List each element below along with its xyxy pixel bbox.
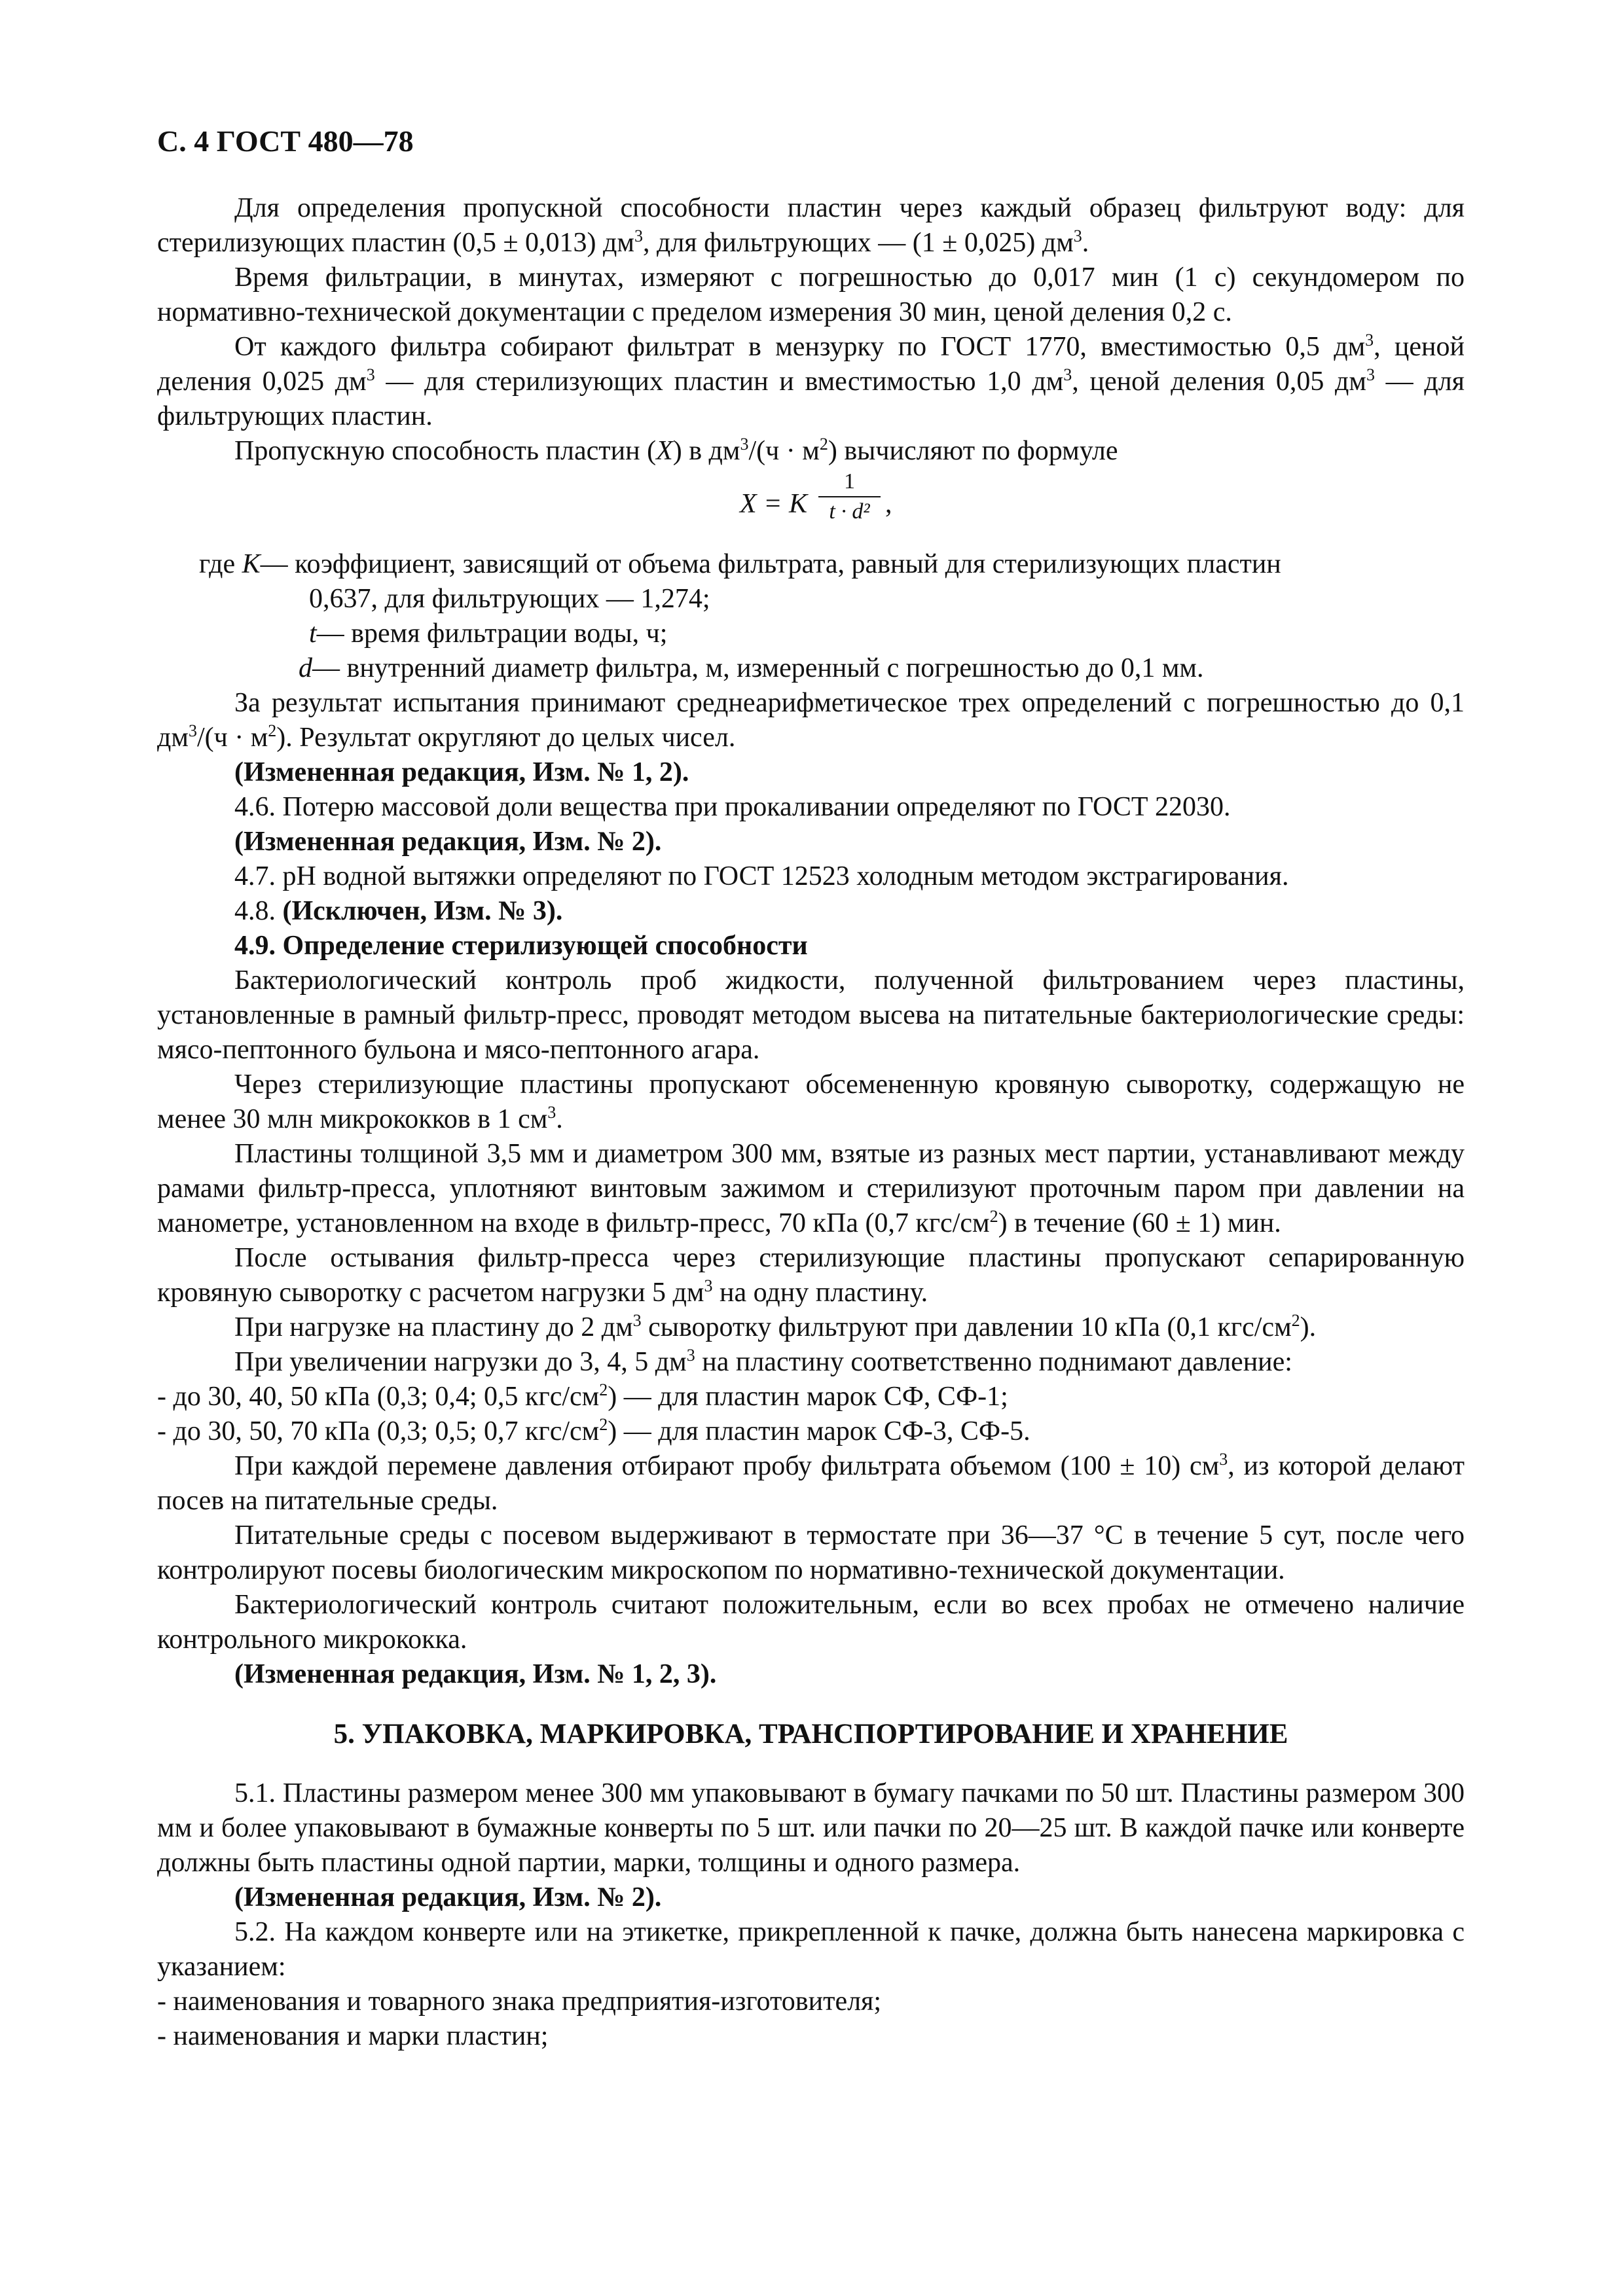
- paragraph: Пропускную способность пластин (X) в $дм^3/(ч \cdot м^2)$ вычисляют по формуле: [234, 435, 1118, 466]
- paragraph: От каждого фильтра собирают фильтрат в мензурку по ГОСТ 1770, вместимостью 0,5 $дм^3$, ценой деления 0,025 $дм^3$ — для стерилизующих пластин и вместимостью 1,0 $дм^3$, ценой деления 0,05 $дм^3$ — для фильтрующих пластин.: [157, 331, 1465, 431]
- formula-denominator: t · d²: [829, 499, 870, 524]
- list-item: - до 30, 50, 70 кПа (0,3; 0,5; 0,7 кгс/$см^2$) — для пластин марок СФ-3, СФ-5.: [157, 1415, 1030, 1446]
- paragraph: При каждой перемене давления отбирают пробу фильтрата объемом (100 ± 10) $см^3$, из которой делают посев на питательные среды.: [157, 1450, 1465, 1516]
- paragraph: За результат испытания принимают среднеарифметическое трех определений с погрешностью до 0,1 $дм^3/(ч \cdot м^2)$. Результат округляют до целых чисел.: [157, 688, 1465, 753]
- clause-4-8: 4.8. (Исключен, Изм. № 3).: [234, 896, 563, 926]
- paragraph: После остывания фильтр-пресса через стерилизующие пластины пропускают сепарированную кровяную сыворотку с расчетом нагрузки 5 $дм^3$ на одну пластину.: [157, 1243, 1465, 1308]
- fraction-bar: [818, 496, 881, 497]
- clause-4-7: 4.7. рН водной вытяжки определяют по ГОСТ 12523 холодным методом экстрагирования.: [234, 861, 1289, 891]
- amendment-note: (Измененная редакция, Изм. № 2).: [234, 827, 662, 857]
- document-body: [157, 191, 1465, 2054]
- amendment-note: (Измененная редакция, Изм. № 1, 2).: [234, 757, 689, 787]
- formula-legend: [157, 547, 1465, 686]
- list-item: - до 30, 40, 50 кПа (0,3; 0,4; 0,5 кгс/$см^2$) — для пластин марок СФ, СФ-1;: [157, 1380, 1008, 1412]
- clause-4-9-heading: 4.9. Определение стерилизующей способности: [234, 931, 808, 961]
- formula-fraction: [818, 469, 881, 525]
- amendment-note: (Измененная редакция, Изм. № 2).: [234, 1882, 662, 1912]
- paragraph: Время фильтрации, в минутах, измеряют с погрешностью до 0,017 мин (1 с) секундомером по нормативно-технической документации с пределом измерения 30 мин, ценой деления 0,2 с.: [157, 262, 1465, 327]
- clause-4-6: 4.6. Потерю массовой доли вещества при прокаливании определяют по ГОСТ 22030.: [234, 792, 1231, 822]
- paragraph: Для определения пропускной способности пластин через каждый образец фильтруют воду: для стерилизующих пластин (0,5 ± 0,013) $дм^3$, для фильтрующих — (1 ± 0,025) $дм^3$.: [157, 193, 1465, 258]
- clause-5-2: 5.2. На каждом конверте или на этикетке, прикрепленной к пачке, должна быть нанесена маркировка с указанием:: [157, 1917, 1465, 1982]
- clause-5-1: 5.1. Пластины размером менее 300 мм упаковывают в бумагу пачками по 50 шт. Пластины размером 300 мм и более упаковывают в бумажные конверты по 5 шт. или пачки по 20—25 шт. В каждой пачке или конверте должны быть пластины одной партии, марки, толщины и одного размера.: [157, 1778, 1465, 1878]
- amendment-note: (Измененная редакция, Изм. № 1, 2, 3).: [234, 1659, 717, 1689]
- section-5-title: 5. УПАКОВКА, МАРКИРОВКА, ТРАНСПОРТИРОВАНИЕ И ХРАНЕНИЕ: [333, 1719, 1288, 1749]
- paragraph: Пластины толщиной 3,5 мм и диаметром 300 мм, взятые из разных мест партии, устанавливают между рамами фильтр-пресса, уплотняют винтовым зажимом и стерилизуют проточным паром при давлении на манометре, установленном на входе в фильтр-пресс, 70 кПа (0,7 кгс/$см^2$) в течение (60 ± 1) мин.: [157, 1139, 1465, 1238]
- legend-d: d— внутренний диаметр фильтра, м, измеренный с погрешностью до 0,1 мм.: [299, 653, 1204, 683]
- paragraph: Питательные среды с посевом выдерживают в термостате при 36—37 °С в течение 5 сут, после чего контролируют посевы биологическим микроскопом по нормативно-технической документации.: [157, 1520, 1465, 1585]
- paragraph: Через стерилизующие пластины пропускают обсемененную кровяную сыворотку, содержащую не менее 30 млн микрококков в 1 $см^3$.: [157, 1069, 1465, 1134]
- paragraph: При нагрузке на пластину до 2 $дм^3$ сыворотку фильтруют при давлении 10 кПа (0,1 кгс/$см^2$).: [234, 1311, 1317, 1342]
- formula-numerator: 1: [844, 469, 855, 493]
- list-item: - наименования и марки пластин;: [157, 2021, 549, 2051]
- legend-t: t— время фильтрации воды, ч;: [309, 619, 668, 649]
- formula: [157, 469, 1465, 547]
- formula-lhs: X = K: [740, 489, 808, 519]
- page-header: С. 4 ГОСТ 480—78: [157, 124, 414, 158]
- paragraph: Бактериологический контроль проб жидкости, полученной фильтрованием через пластины, установленные в рамный фильтр-пресс, проводят методом высева на питательные бактериологические среды: мясо-пептонного бульона и мясо-пептонного агара.: [157, 965, 1465, 1065]
- legend-k-cont: 0,637, для фильтрующих — 1,274;: [309, 584, 710, 614]
- formula-tail: ,: [885, 489, 892, 519]
- list-item: - наименования и товарного знака предприятия-изготовителя;: [157, 1986, 882, 2017]
- paragraph: Бактериологический контроль считают положительным, если во всех пробах не отмечено наличие контрольного микрококка.: [157, 1590, 1465, 1655]
- paragraph: При увеличении нагрузки до 3, 4, 5 $дм^3$ на пластину соответственно поднимают давление:: [234, 1346, 1292, 1377]
- legend-k: где K— коэффициент, зависящий от объема фильтрата, равный для стерилизующих пластин: [199, 549, 1281, 579]
